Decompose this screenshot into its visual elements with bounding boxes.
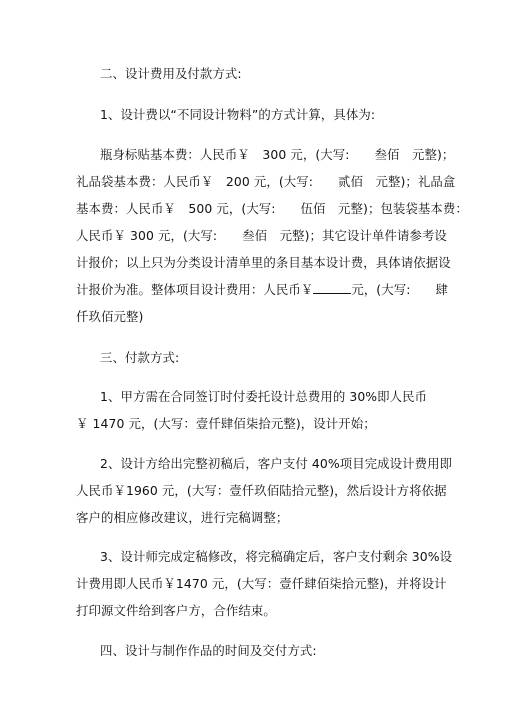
- fee-line-5: 计报价；以上只为分类设计清单里的条目基本设计费，具体请依据设: [76, 255, 451, 270]
- payment-2-line-1: 2、设计方给出完整初稿后，客户支付 40%项目完成设计费用即: [100, 456, 453, 471]
- fee-line-4: 人民币￥ 300 元，(大写: 叁佰 元整)；其它设计单件请参考设: [76, 228, 447, 243]
- fee-line-2: 礼品袋基本费：人民币￥ 200 元，(大写: 贰佰 元整)；礼品盒: [76, 174, 456, 189]
- payment-3-line-1: 3、设计师完成定稿修改，将完稿确定后，客户支付剩余 30%设: [100, 549, 453, 564]
- fee-intro: 1、设计费以“不同设计物料”的方式计算，具体为:: [100, 107, 376, 122]
- payment-1-line-2: ￥ 1470 元，(大写：壹仟肆佰柒拾元整)，设计开始；: [76, 416, 376, 431]
- fee-total-label: 计报价为准。整体项目设计费用：人民币￥: [76, 282, 314, 297]
- fee-line-7: 仟玖佰元整): [76, 309, 144, 324]
- fee-blank-underline: [313, 282, 351, 294]
- fee-line-1: 瓶身标贴基本费：人民币￥ 300 元，(大写: 叁佰 元整)；: [100, 147, 455, 162]
- payment-3-line-2: 计费用即人民币￥1470 元，(大写：壹仟肆佰柒拾元整)，并将设计: [76, 576, 447, 591]
- fee-total-suffix: 元，(大写: 肆: [351, 282, 448, 297]
- section-heading-fees: 二、设计费用及付款方式:: [100, 66, 242, 81]
- section-heading-payment: 三、付款方式:: [100, 350, 180, 365]
- payment-2-line-3: 客户的相应修改建议，进行完稿调整；: [76, 510, 289, 525]
- payment-3-line-3: 打印源文件给到客户方，合作结束。: [76, 603, 276, 618]
- payment-1-line-1: 1、甲方需在合同签订时付委托设计总费用的 30%即人民币: [100, 389, 428, 404]
- section-heading-delivery: 四、设计与制作作品的时间及交付方式:: [100, 643, 317, 658]
- fee-line-6: [76, 282, 448, 298]
- fee-line-3: 基本费：人民币￥ 500 元，(大写: 伍佰 元整)；包装袋基本费：: [76, 201, 468, 216]
- payment-2-line-2: 人民币￥1960 元，(大写：壹仟玖佰陆拾元整)，然后设计方将依据: [76, 483, 447, 498]
